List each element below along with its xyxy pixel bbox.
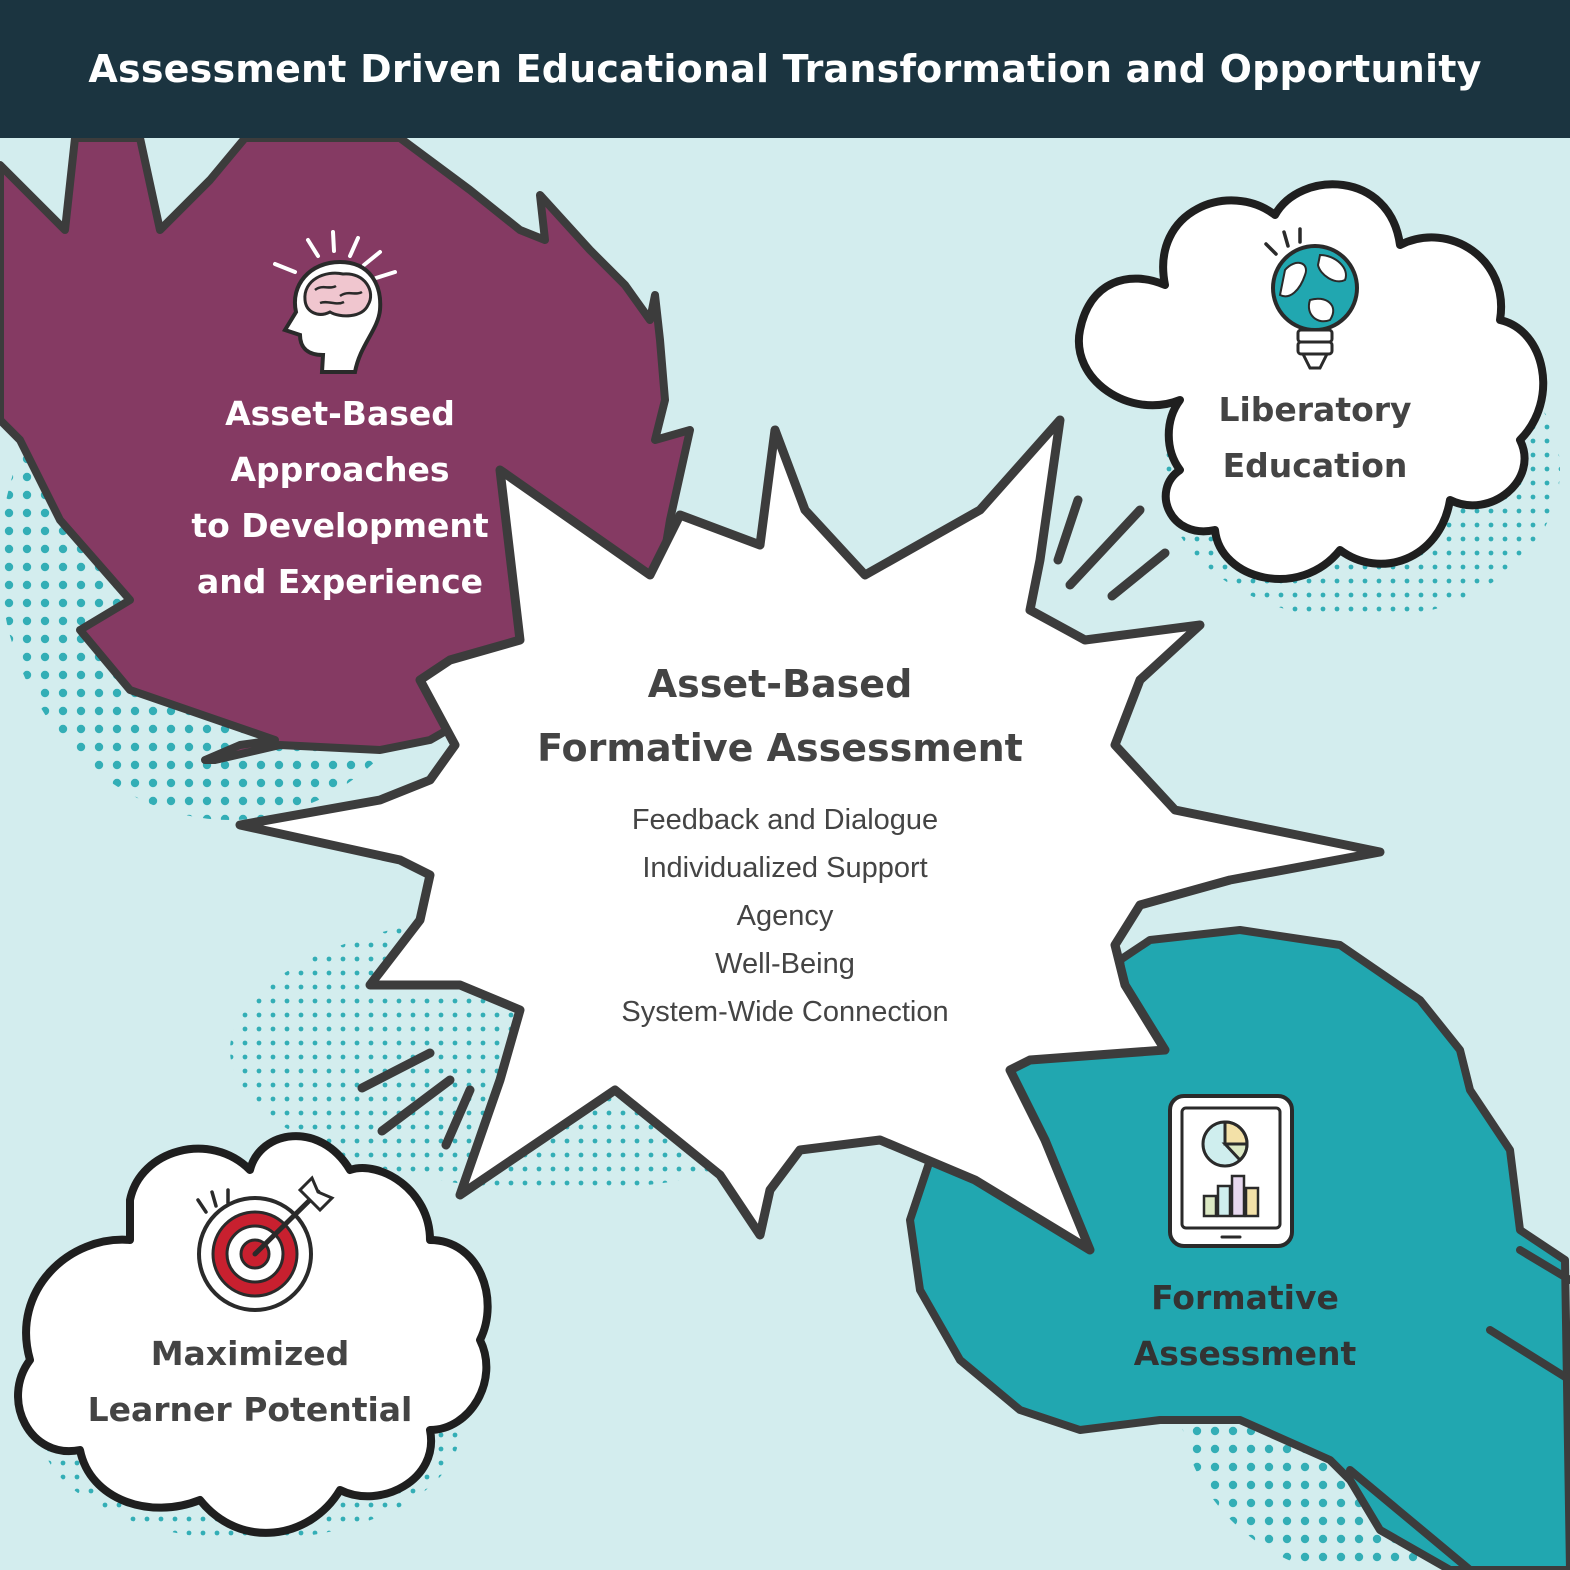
list-item: Individualized Support [642,852,928,884]
list-item: System-Wide Connection [621,996,949,1028]
label-line: Liberatory [1218,390,1412,429]
list-item: Agency [736,900,834,932]
label-line: to Development [191,506,489,545]
asset-based-approaches-label [150,386,530,610]
page-title: Assessment Driven Educational Transformation and Opportunity [88,47,1482,91]
label-line: Formative [1151,1278,1339,1317]
label-line: Learner Potential [87,1390,413,1429]
label-line: Assessment [1133,1334,1357,1373]
label-line: Education [1222,446,1408,485]
header-bar [0,0,1570,138]
center-item-list [480,796,1090,1036]
list-item: Well-Being [715,948,855,980]
label-line: Maximized [150,1334,350,1373]
center-title [480,652,1080,780]
center-title-line: Asset-Based [647,662,913,706]
list-item: Feedback and Dialogue [631,804,939,836]
maximized-learner-potential-label [60,1326,440,1438]
liberatory-education-label [1150,382,1480,494]
tablet-chart-icon [1170,1096,1292,1246]
label-line: and Experience [196,562,484,601]
label-line: Approaches [230,450,450,489]
label-line: Asset-Based [225,394,455,433]
formative-assessment-label [1080,1270,1410,1382]
center-title-line: Formative Assessment [537,726,1023,770]
